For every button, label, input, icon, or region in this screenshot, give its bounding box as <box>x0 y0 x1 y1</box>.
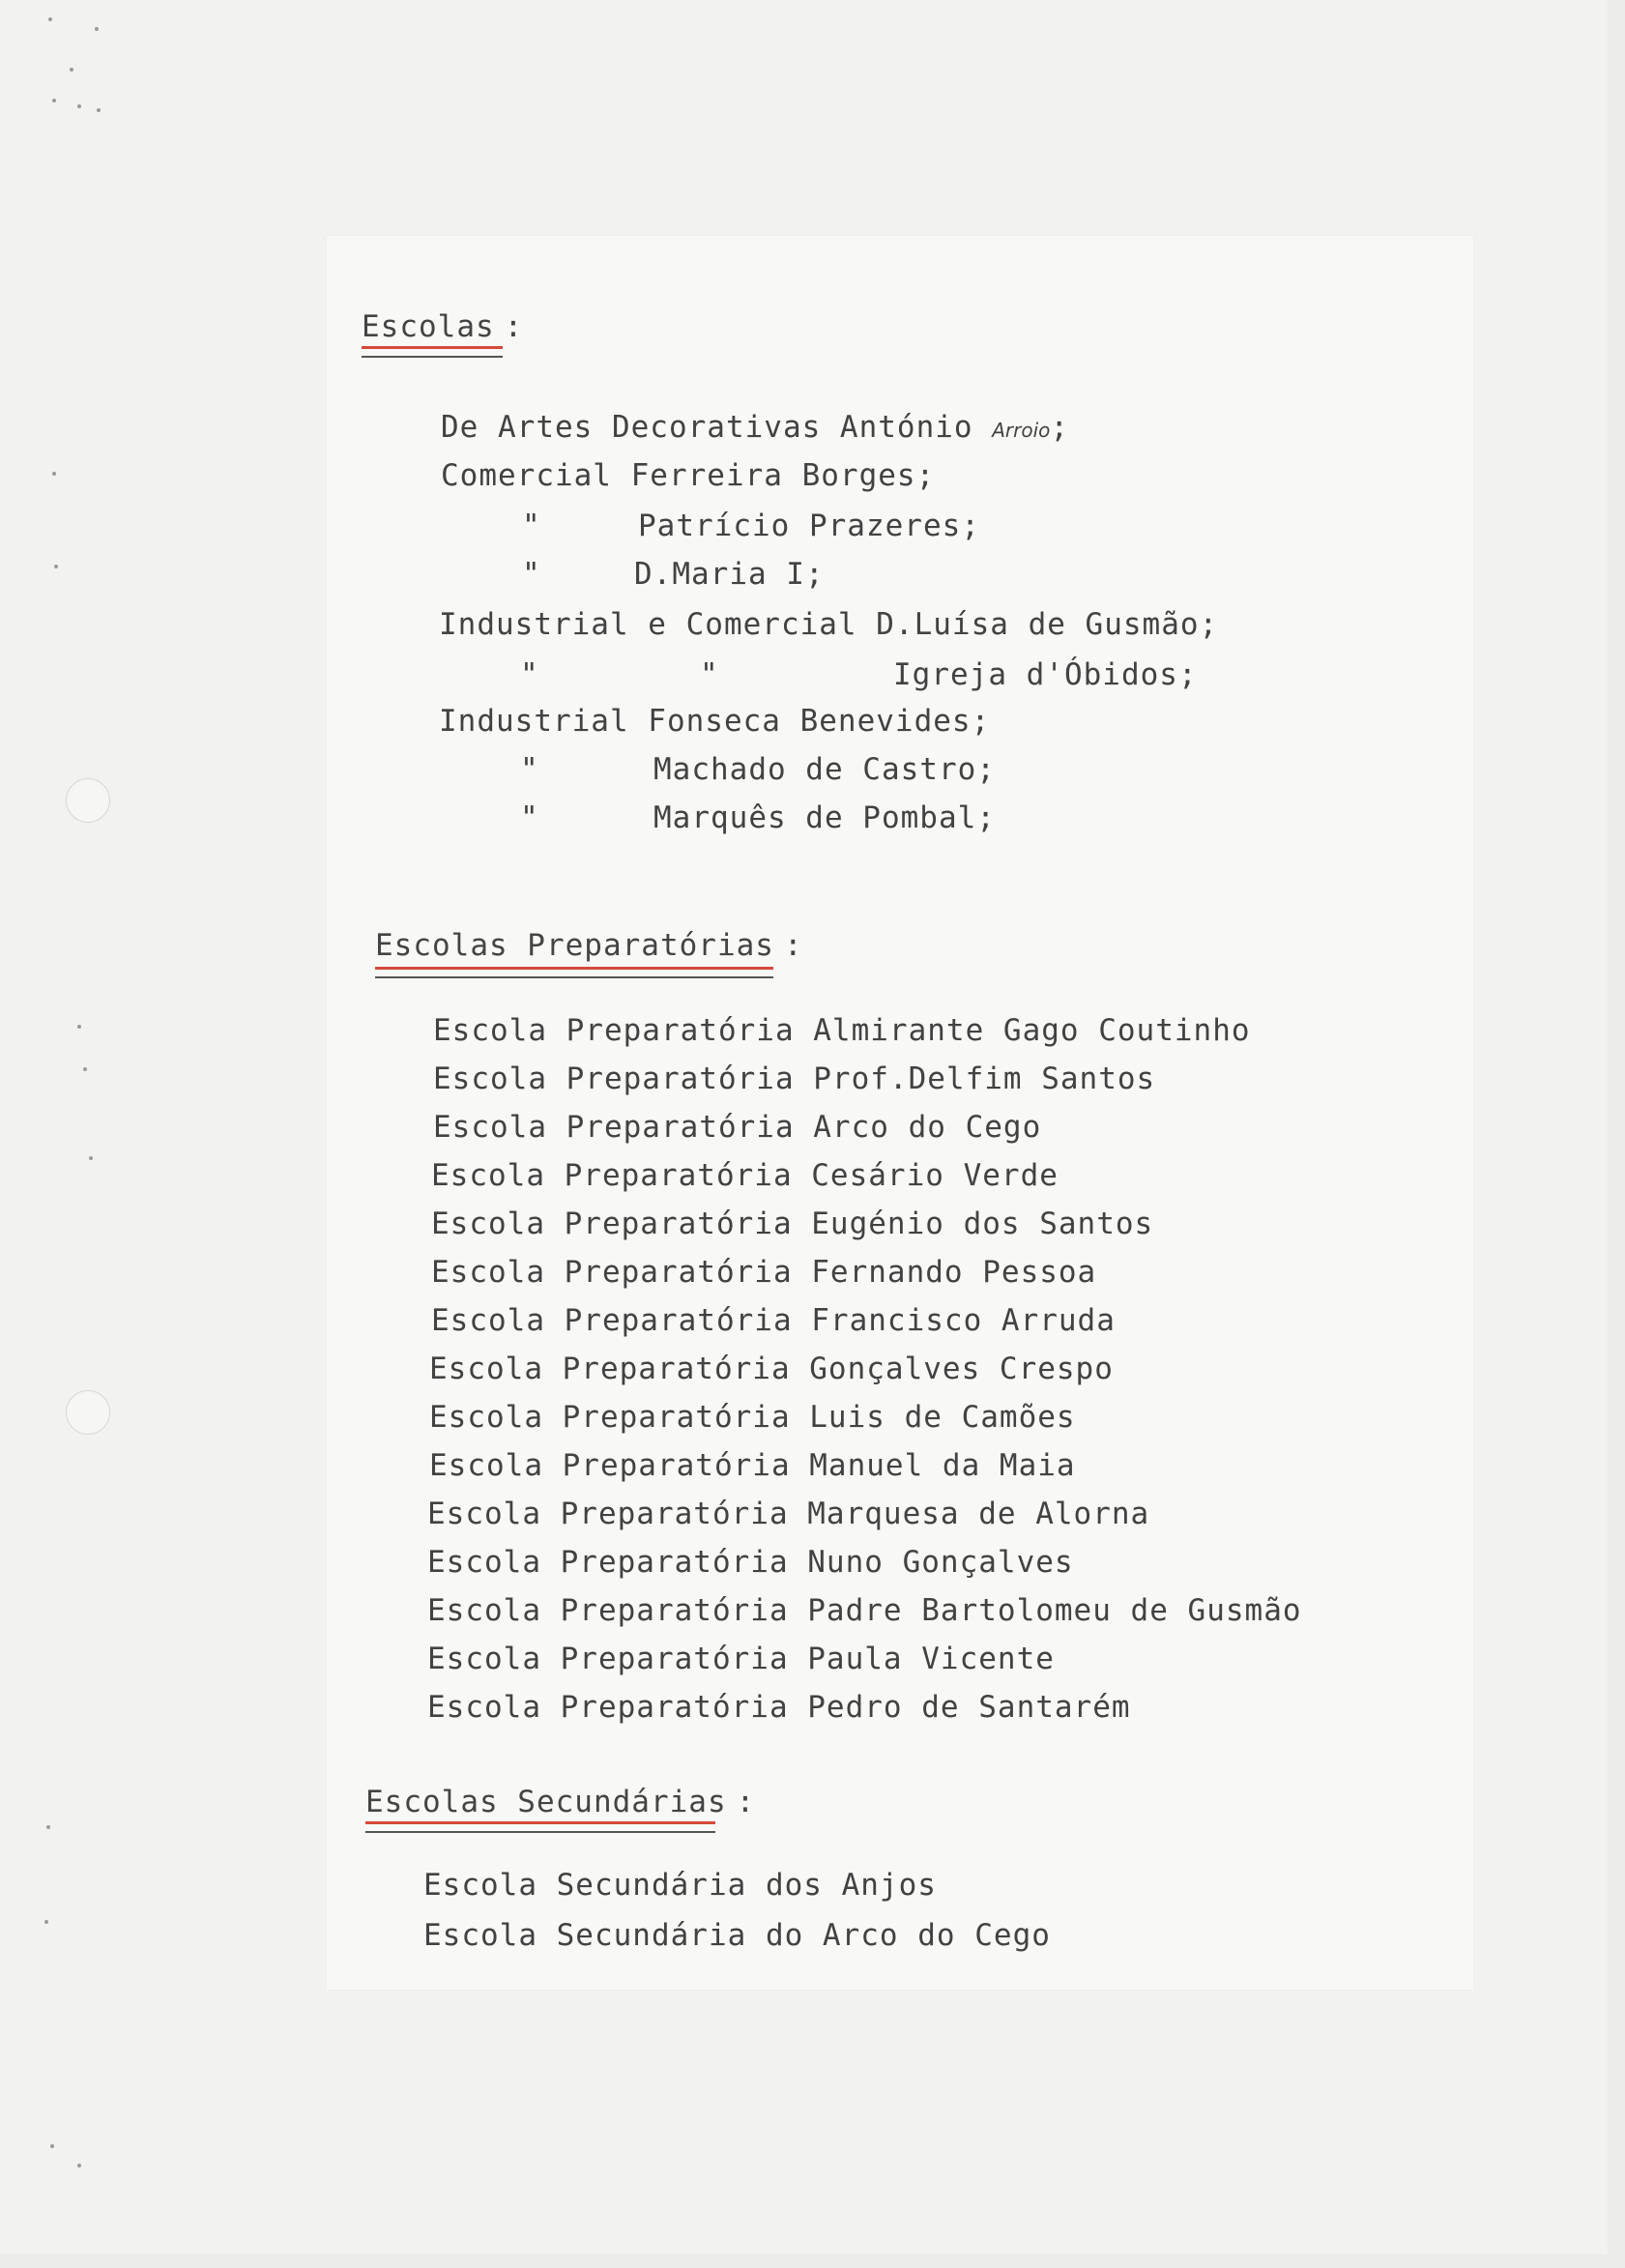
list-item: De Artes Decorativas António Arroio; <box>441 410 1070 445</box>
speck <box>83 1067 87 1071</box>
underline-red-preparatorias <box>375 967 773 970</box>
page-edge-right <box>1608 0 1625 2268</box>
list-item: Industrial e Comercial D.Luísa de Gusmão; <box>439 607 1219 642</box>
list-item: Escola Preparatória Luis de Camões <box>429 1400 1076 1435</box>
speck <box>52 472 56 476</box>
underline-red-escolas <box>362 346 503 349</box>
list-item: Escola Secundária dos Anjos <box>423 1868 937 1903</box>
handwritten-annotation: Arroio <box>992 419 1051 442</box>
underline-black-escolas <box>362 356 503 358</box>
list-item: " Patrício Prazeres; <box>522 509 980 543</box>
list-item: Escola Preparatória Arco do Cego <box>433 1110 1042 1145</box>
speck <box>89 1156 93 1160</box>
list-item: Escola Preparatória Padre Bartolomeu de Gusmão <box>427 1593 1302 1628</box>
underline-red-secundarias <box>365 1821 715 1824</box>
underline-black-preparatorias <box>375 976 773 978</box>
list-item: Escola Preparatória Almirante Gago Coutinho <box>433 1013 1251 1048</box>
list-item: Escola Preparatória Cesário Verde <box>431 1158 1059 1193</box>
list-item: Escola Preparatória Prof.Delfim Santos <box>433 1061 1156 1096</box>
list-item: Escola Preparatória Nuno Gonçalves <box>427 1545 1074 1580</box>
list-item: Escola Preparatória Francisco Arruda <box>431 1303 1116 1338</box>
list-item: " " Igreja d'Óbidos; <box>520 657 1198 692</box>
speck <box>95 27 99 31</box>
page-edge-bottom <box>0 2254 1625 2268</box>
speck <box>50 2144 54 2148</box>
list-item: Escola Preparatória Paula Vicente <box>427 1642 1055 1676</box>
list-item: Industrial Fonseca Benevides; <box>439 704 991 739</box>
speck <box>77 1025 81 1029</box>
list-item: Escola Preparatória Marquesa de Alorna <box>427 1497 1150 1531</box>
speck <box>48 17 52 21</box>
punch-hole-top <box>66 778 110 823</box>
punch-hole-bottom <box>66 1390 110 1435</box>
list-item: " Marquês de Pombal; <box>520 800 996 835</box>
list-item: Escola Preparatória Manuel da Maia <box>429 1448 1076 1483</box>
heading-escolas-secundarias: Escolas Secundárias : <box>365 1785 756 1819</box>
speck <box>46 1825 50 1829</box>
speck <box>97 108 101 112</box>
list-item: Escola Preparatória Pedro de Santarém <box>427 1690 1131 1725</box>
list-item: Comercial Ferreira Borges; <box>441 458 936 493</box>
list-item: " Machado de Castro; <box>520 752 996 787</box>
list-item: " D.Maria I; <box>522 557 825 592</box>
heading-escolas: Escolas : <box>362 309 524 344</box>
list-item: Escola Secundária do Arco do Cego <box>423 1918 1051 1953</box>
speck <box>77 104 81 108</box>
speck <box>77 2164 81 2167</box>
speck <box>52 99 56 102</box>
speck <box>44 1920 48 1924</box>
speck <box>54 565 58 568</box>
underline-black-secundarias <box>365 1831 715 1833</box>
list-item: Escola Preparatória Gonçalves Crespo <box>429 1352 1114 1386</box>
heading-escolas-preparatorias: Escolas Preparatórias : <box>375 928 803 963</box>
list-item: Escola Preparatória Eugénio dos Santos <box>431 1207 1154 1241</box>
speck <box>70 68 73 72</box>
list-item: Escola Preparatória Fernando Pessoa <box>431 1255 1097 1290</box>
